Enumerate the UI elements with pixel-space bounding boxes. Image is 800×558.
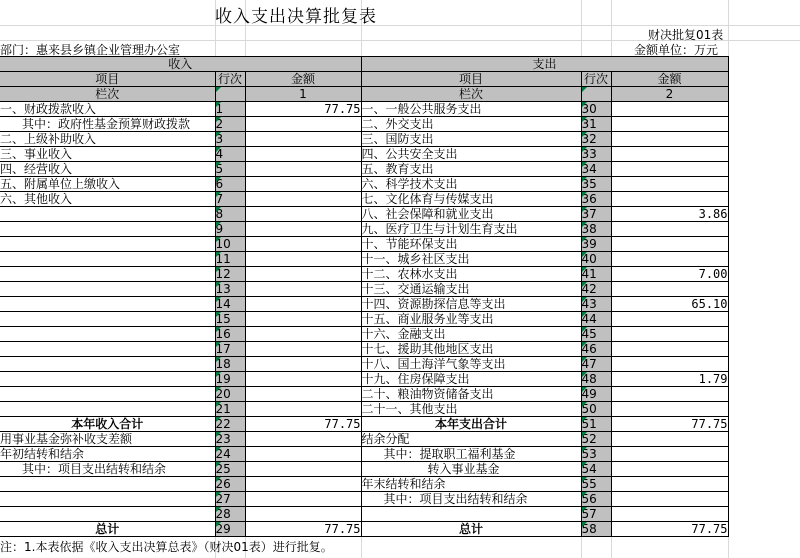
table-row [0,117,728,132]
income-item-cell[interactable]: 用事业基金弥补收支差额 [0,432,215,447]
expense-rowno-cell[interactable]: 34 [581,162,611,177]
income-rowno-cell[interactable]: 21 [215,402,245,417]
income-amount-cell[interactable] [245,402,361,417]
budget-table [0,56,729,537]
income-item-cell[interactable]: 总计 [0,522,215,537]
table-row [0,282,728,297]
expense-item-cell[interactable]: 一、一般公共服务支出 [361,102,581,117]
income-amount-cell[interactable] [245,462,361,477]
income-item-cell[interactable] [0,327,215,342]
income-rowno-cell[interactable]: 20 [215,387,245,402]
income-rowno-cell[interactable]: 16 [215,327,245,342]
table-row [0,507,728,522]
expense-item-cell[interactable] [361,507,581,522]
table-row [0,327,728,342]
income-rowno-cell[interactable]: 19 [215,372,245,387]
expense-rowno-cell[interactable]: 36 [581,192,611,207]
expense-item-cell[interactable]: 四、公共安全支出 [361,147,581,162]
income-rowno-cell[interactable]: 14 [215,297,245,312]
expense-amount-cell[interactable] [611,252,728,267]
income-item-cell[interactable] [0,282,215,297]
expense-amount-cell[interactable] [611,477,728,492]
income-amount-cell[interactable] [245,282,361,297]
table-row [0,102,728,117]
income-amount-cell[interactable] [245,447,361,462]
income-amount-cell[interactable] [245,432,361,447]
income-amount-cell[interactable] [245,492,361,507]
income-item-cell[interactable]: 五、附属单位上缴收入 [0,177,215,192]
income-rowno-cell[interactable]: 17 [215,342,245,357]
income-col-number: 1 [245,87,361,102]
expense-rowno-cell[interactable]: 40 [581,252,611,267]
income-amount-cell[interactable] [245,357,361,372]
income-amount-cell[interactable] [245,237,361,252]
department-label: 部门：惠来县乡镇企业管理办公室 [0,43,181,57]
expense-rowno-cell[interactable]: 32 [581,132,611,147]
income-rowno-cell[interactable]: 26 [215,477,245,492]
income-rowno-cell[interactable]: 15 [215,312,245,327]
income-item-cell[interactable]: 一、财政拨款收入 [0,102,215,117]
income-item-cell[interactable] [0,252,215,267]
income-rowno-cell[interactable]: 10 [215,237,245,252]
table-row [0,267,728,282]
income-item-cell[interactable] [0,492,215,507]
income-item-cell[interactable] [0,342,215,357]
income-item-cell[interactable]: 四、经营收入 [0,162,215,177]
expense-amount-cell[interactable] [611,357,728,372]
income-item-cell[interactable] [0,372,215,387]
expense-item-cell[interactable]: 八、社会保障和就业支出 [361,207,581,222]
income-rowno-cell[interactable]: 18 [215,357,245,372]
table-row [0,432,728,447]
table-row [0,237,728,252]
expense-rowno-cell[interactable]: 58 [581,522,611,537]
expense-amount-cell[interactable] [611,402,728,417]
expense-amount-header: 金额 [611,72,728,87]
expense-item-cell[interactable]: 十九、住房保障支出 [361,372,581,387]
income-item-header: 项目 [0,72,215,87]
income-amount-cell[interactable] [245,297,361,312]
expense-item-cell[interactable]: 二、外交支出 [361,117,581,132]
income-item-cell[interactable] [0,237,215,252]
expense-amount-cell[interactable] [611,447,728,462]
table-row [0,222,728,237]
expense-rowno-cell[interactable]: 56 [581,492,611,507]
income-lanci-blank [215,87,245,102]
income-amount-cell[interactable] [245,192,361,207]
income-amount-cell[interactable]: 77.75 [245,522,361,537]
expense-amount-cell[interactable]: 77.75 [611,522,728,537]
expense-rowno-cell[interactable]: 52 [581,432,611,447]
expense-rowno-cell[interactable]: 37 [581,207,611,222]
income-amount-cell[interactable] [245,327,361,342]
income-rowno-cell[interactable]: 4 [215,147,245,162]
income-amount-cell[interactable] [245,177,361,192]
expense-lanci-blank [581,87,611,102]
expense-item-cell[interactable]: 六、科学技术支出 [361,177,581,192]
table-row [0,522,728,537]
income-rowno-cell[interactable]: 11 [215,252,245,267]
expense-amount-cell[interactable] [611,462,728,477]
income-rowno-cell[interactable]: 6 [215,177,245,192]
expense-amount-cell[interactable] [611,132,728,147]
expense-item-cell[interactable]: 其中：项目支出结转和结余 [361,492,581,507]
income-amount-cell[interactable] [245,342,361,357]
expense-item-cell[interactable]: 七、文化体育与传媒支出 [361,192,581,207]
income-item-cell[interactable] [0,477,215,492]
income-section-header: 收入 [0,57,361,72]
income-item-cell[interactable]: 三、事业收入 [0,147,215,162]
income-item-cell[interactable]: 其中：项目支出结转和结余 [0,462,215,477]
income-item-cell[interactable]: 年初结转和结余 [0,447,215,462]
expense-rowno-cell[interactable]: 39 [581,237,611,252]
income-rowno-cell[interactable]: 7 [215,192,245,207]
expense-rowno-cell[interactable]: 42 [581,282,611,297]
expense-amount-cell[interactable] [611,342,728,357]
expense-rowno-cell[interactable]: 46 [581,342,611,357]
expense-rowno-cell[interactable]: 30 [581,102,611,117]
expense-amount-cell[interactable] [611,162,728,177]
report-title: 收入支出决算批复表 [215,7,377,27]
expense-item-cell[interactable]: 总计 [361,522,581,537]
expense-item-cell[interactable]: 十三、交通运输支出 [361,282,581,297]
income-amount-cell[interactable] [245,477,361,492]
expense-item-cell[interactable]: 十七、援助其他地区支出 [361,342,581,357]
expense-lanci-label: 栏次 [361,87,581,102]
table-row [0,132,728,147]
expense-item-cell[interactable]: 九、医疗卫生与计划生育支出 [361,222,581,237]
income-rowno-cell[interactable]: 28 [215,507,245,522]
expense-item-cell[interactable]: 五、教育支出 [361,162,581,177]
expense-amount-cell[interactable] [611,177,728,192]
income-item-cell[interactable] [0,312,215,327]
expense-rowno-cell[interactable]: 53 [581,447,611,462]
expense-rowno-cell[interactable]: 38 [581,222,611,237]
expense-item-cell[interactable]: 结余分配 [361,432,581,447]
income-rowno-cell[interactable]: 3 [215,132,245,147]
table-row [0,492,728,507]
income-item-cell[interactable] [0,207,215,222]
footnote: 注：1.本表依据《收入支出决算总表》（财决01表）进行批复。 [0,540,333,554]
expense-amount-cell[interactable] [611,432,728,447]
expense-col-number: 2 [611,87,728,102]
expense-amount-cell[interactable] [611,192,728,207]
expense-item-cell[interactable]: 年末结转和结余 [361,477,581,492]
income-item-cell[interactable]: 二、上级补助收入 [0,132,215,147]
expense-item-cell[interactable]: 十五、商业服务业等支出 [361,312,581,327]
income-item-cell[interactable] [0,297,215,312]
expense-amount-cell[interactable] [611,327,728,342]
table-row [0,342,728,357]
expense-rowno-cell[interactable]: 35 [581,177,611,192]
expense-rowno-cell[interactable]: 51 [581,417,611,432]
expense-amount-cell[interactable]: 3.86 [611,207,728,222]
expense-item-cell[interactable]: 十六、金融支出 [361,327,581,342]
expense-rowno-cell[interactable]: 48 [581,372,611,387]
table-row [0,387,728,402]
expense-item-cell[interactable]: 十八、国土海洋气象等支出 [361,357,581,372]
income-amount-cell[interactable] [245,207,361,222]
expense-amount-cell[interactable]: 1.79 [611,372,728,387]
income-item-cell[interactable] [0,267,215,282]
income-rowno-cell[interactable]: 22 [215,417,245,432]
expense-rowno-cell[interactable]: 57 [581,507,611,522]
expense-amount-cell[interactable] [611,492,728,507]
table-row [0,417,728,432]
income-rowno-cell[interactable]: 24 [215,447,245,462]
income-item-cell[interactable] [0,222,215,237]
table-row [0,402,728,417]
table-row [0,477,728,492]
income-amount-cell[interactable] [245,252,361,267]
income-lanci-label: 栏次 [0,87,215,102]
table-row [0,462,728,477]
expense-rowno-header: 行次 [581,72,611,87]
expense-amount-cell[interactable]: 7.00 [611,267,728,282]
income-rowno-cell[interactable]: 13 [215,282,245,297]
table-row [0,297,728,312]
expense-rowno-cell[interactable]: 45 [581,327,611,342]
expense-item-cell[interactable]: 三、国防支出 [361,132,581,147]
income-rowno-cell[interactable]: 12 [215,267,245,282]
income-rowno-cell[interactable]: 5 [215,162,245,177]
income-rowno-cell[interactable]: 29 [215,522,245,537]
expense-amount-cell[interactable] [611,312,728,327]
unit-label: 金额单位：万元 [634,43,719,57]
expense-rowno-cell[interactable]: 50 [581,402,611,417]
income-amount-cell[interactable] [245,387,361,402]
expense-amount-cell[interactable] [611,507,728,522]
income-amount-cell[interactable] [245,222,361,237]
income-amount-cell[interactable] [245,312,361,327]
expense-rowno-cell[interactable]: 49 [581,387,611,402]
table-row [0,357,728,372]
expense-item-cell[interactable]: 十、节能环保支出 [361,237,581,252]
expense-rowno-cell[interactable]: 33 [581,147,611,162]
income-rowno-cell[interactable]: 27 [215,492,245,507]
income-amount-cell[interactable] [245,132,361,147]
expense-amount-cell[interactable] [611,117,728,132]
income-amount-cell[interactable] [245,117,361,132]
expense-rowno-cell[interactable]: 41 [581,267,611,282]
expense-rowno-cell[interactable]: 47 [581,357,611,372]
table-row [0,312,728,327]
income-item-cell[interactable]: 其中：政府性基金预算财政拨款 [0,117,215,132]
table-row [0,147,728,162]
income-item-cell[interactable] [0,357,215,372]
expense-item-cell[interactable]: 二十、粮油物资储备支出 [361,387,581,402]
expense-item-cell[interactable]: 十一、城乡社区支出 [361,252,581,267]
expense-rowno-cell[interactable]: 44 [581,312,611,327]
expense-rowno-cell[interactable]: 54 [581,462,611,477]
expense-item-cell[interactable]: 十二、农林水支出 [361,267,581,282]
income-item-cell[interactable] [0,402,215,417]
expense-amount-cell[interactable] [611,282,728,297]
expense-item-cell[interactable]: 十四、资源勘探信息等支出 [361,297,581,312]
income-item-cell[interactable] [0,507,215,522]
expense-amount-cell[interactable]: 77.75 [611,417,728,432]
income-rowno-cell[interactable]: 23 [215,432,245,447]
expense-item-cell[interactable]: 二十一、其他支出 [361,402,581,417]
expense-rowno-cell[interactable]: 31 [581,117,611,132]
expense-amount-cell[interactable] [611,147,728,162]
table-row [0,372,728,387]
income-amount-cell[interactable] [245,162,361,177]
income-amount-cell[interactable]: 77.75 [245,417,361,432]
income-rowno-header: 行次 [215,72,245,87]
table-row [0,447,728,462]
form-code: 财决批复01表 [648,28,724,42]
expense-amount-cell[interactable] [611,387,728,402]
income-rowno-cell[interactable]: 1 [215,102,245,117]
table-row [0,177,728,192]
income-amount-header: 金额 [245,72,361,87]
income-rowno-cell[interactable]: 9 [215,222,245,237]
income-item-cell[interactable]: 本年收入合计 [0,417,215,432]
expense-amount-cell[interactable] [611,237,728,252]
expense-section-header: 支出 [361,57,728,72]
expense-rowno-cell[interactable]: 55 [581,477,611,492]
expense-item-cell[interactable]: 转入事业基金 [361,462,581,477]
table-row [0,192,728,207]
expense-item-cell[interactable]: 其中：提取职工福利基金 [361,447,581,462]
income-amount-cell[interactable] [245,372,361,387]
income-item-cell[interactable] [0,387,215,402]
income-amount-cell[interactable] [245,267,361,282]
expense-item-header: 项目 [361,72,581,87]
income-rowno-cell[interactable]: 2 [215,117,245,132]
income-item-cell[interactable]: 六、其他收入 [0,192,215,207]
expense-amount-cell[interactable] [611,102,728,117]
income-rowno-cell[interactable]: 25 [215,462,245,477]
table-row [0,207,728,222]
income-amount-cell[interactable] [245,147,361,162]
table-row [0,162,728,177]
income-amount-cell[interactable] [245,507,361,522]
expense-amount-cell[interactable] [611,222,728,237]
income-rowno-cell[interactable]: 8 [215,207,245,222]
income-amount-cell[interactable]: 77.75 [245,102,361,117]
expense-item-cell[interactable]: 本年支出合计 [361,417,581,432]
table-row [0,252,728,267]
expense-amount-cell[interactable]: 65.10 [611,297,728,312]
expense-rowno-cell[interactable]: 43 [581,297,611,312]
